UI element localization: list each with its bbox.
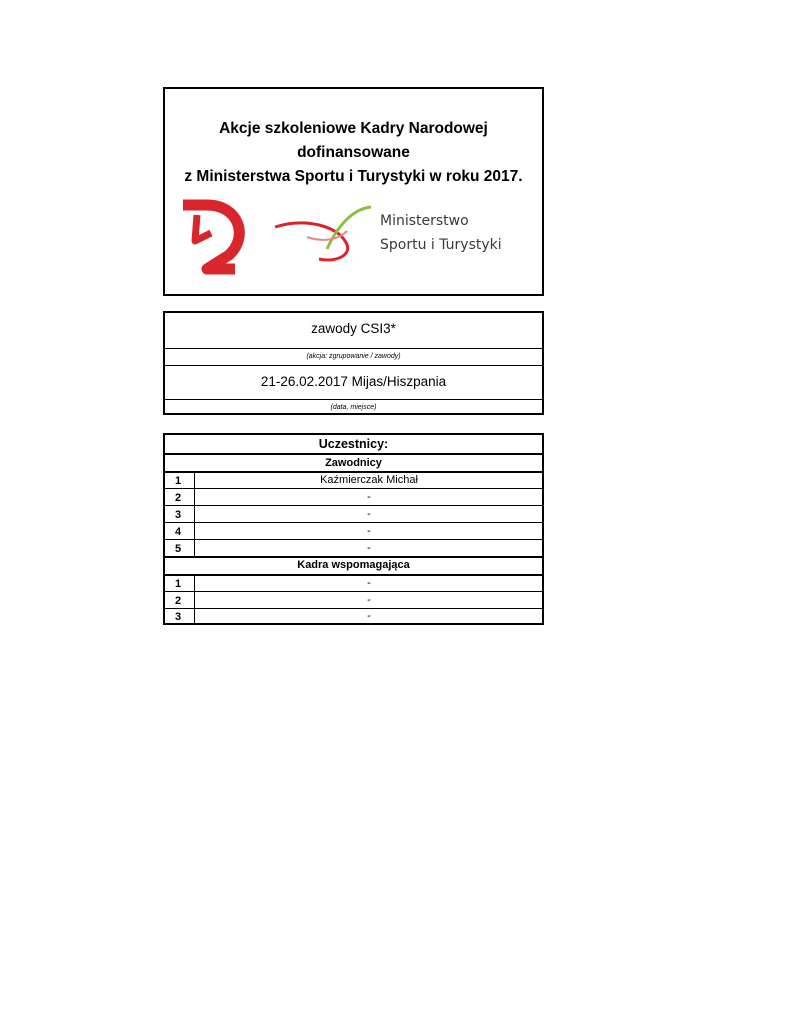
table-row-number: 1 xyxy=(175,578,182,590)
action-name: zawody CSI3* xyxy=(311,321,396,336)
logos xyxy=(177,193,532,285)
table-row-value: - xyxy=(367,542,371,554)
divider xyxy=(165,348,542,349)
participants-title: Uczestnicy: xyxy=(318,437,389,451)
table-row-number: 2 xyxy=(175,492,182,504)
divider xyxy=(165,365,542,366)
title-line-1: Akcje szkoleniowe Kadry Narodowej dofinansowane xyxy=(219,120,488,161)
participants-table xyxy=(163,433,544,625)
ministry-name-line-1: Ministerstwo xyxy=(380,213,469,229)
table-row-value: - xyxy=(367,491,371,503)
table-row-number: 2 xyxy=(175,595,182,607)
table-row-value: - xyxy=(367,594,371,606)
action-date-place: 21-26.02.2017 Mijas/Hiszpania xyxy=(260,374,447,389)
staff-header: Kadra wspomagająca xyxy=(297,559,410,571)
divider xyxy=(165,399,542,400)
riders-header: Zawodnicy xyxy=(325,457,382,469)
table-row-value: - xyxy=(367,525,371,537)
date-place-hint: (data, miejsce) xyxy=(330,404,377,411)
ministry-logo xyxy=(275,207,502,260)
title-line-2: z Ministerstwa Sportu i Turystyki w roku 2017. xyxy=(184,168,523,185)
ministry-name-line-2: Sportu i Turystyki xyxy=(380,237,502,253)
page-title xyxy=(165,117,542,189)
table-row-value: - xyxy=(367,577,371,589)
table-row-number: 5 xyxy=(175,543,182,555)
table-row-number: 1 xyxy=(175,475,182,487)
table-row-value: - xyxy=(367,508,371,520)
table-row-value: - xyxy=(367,610,371,622)
table-row-number: 3 xyxy=(175,509,182,521)
pzj-logo xyxy=(183,205,239,276)
table-row-value: Kaźmierczak Michał xyxy=(320,474,418,486)
table-row-number: 3 xyxy=(175,611,182,623)
table-row-number: 4 xyxy=(175,526,182,538)
action-box xyxy=(163,311,544,415)
action-name-hint: (akcja: zgrupowanie / zawody) xyxy=(306,353,401,360)
pzj-logo-text: PZJ xyxy=(207,261,231,276)
header-box xyxy=(163,87,544,296)
